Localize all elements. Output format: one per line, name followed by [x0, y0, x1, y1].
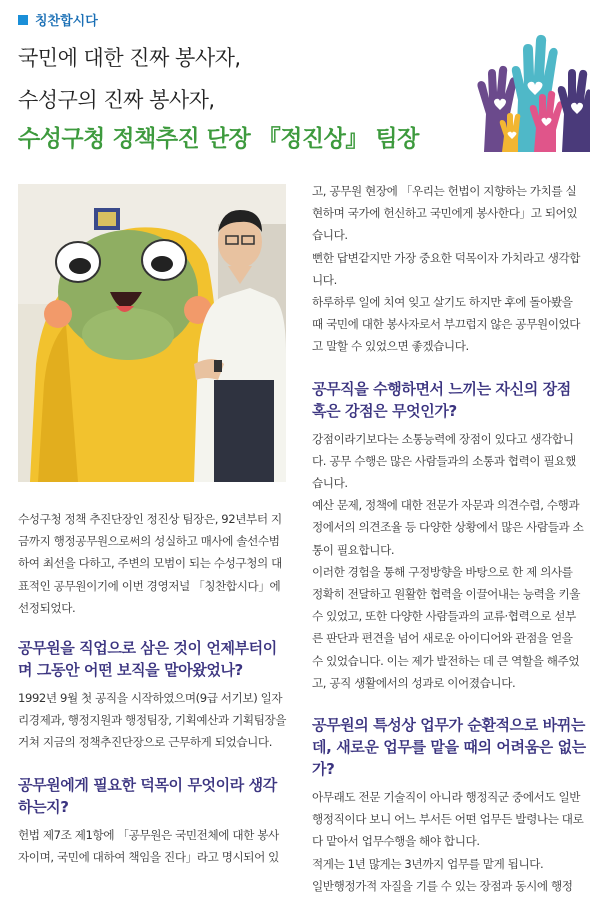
raised-hands-illustration	[472, 28, 590, 152]
question-virtue: 공무원에게 필요한 덕목이 무엇이라 생각하는지?	[18, 775, 277, 816]
section-tag	[18, 10, 98, 29]
answer-strength-p1: 강점이라기보다는 소통능력에 장점이 있다고 생각합니다. 공무 수행은 많은 사람들과의 소통과 협력이 필요했습니다.	[312, 431, 576, 491]
section-square-icon	[18, 15, 28, 25]
answer-strength-p3: 이러한 경험을 통해 구정방향을 바탕으로 한 제 의사를 정확히 전달하고 원활한 협력을 이끌어내는 능력을 키울 수 있었고, 또한 다양한 사람들과의 교류·협력으로 섣부른 판단과 편견을 넘어 새로운 아이디어와 관점을 얻을 수 있었습니다. 이는 제가 발전하는 데 큰 역할을 해주었고, 공직 생활에서의 성과로 이어졌습니다.	[312, 564, 581, 690]
intro-paragraph: 수성구청 정책 추진단장인 정진상 팀장은, 92년부터 지금까지 행정공무원으로써의 성실하고 매사에 솔선수범하여 최선을 다하고, 주변의 모범이 되는 수성구청의 대표적인 공무원이기에 이번 경영저널 「칭찬합시다」에 선정되었다.	[18, 512, 282, 615]
answer-rotation-p2: 적게는 1년 많게는 3년까지 업무를 맡게 됩니다.	[312, 856, 544, 871]
answer-virtue-p2: 뻔한 답변같지만 가장 중요한 덕목이자 가치라고 생각합니다.	[312, 250, 581, 287]
section-tag-label: 칭찬합시다	[35, 14, 98, 29]
title-line-2: 수성구의 진짜 봉사자,	[18, 88, 215, 112]
question-rotation: 공무원의 특성상 업무가 순환적으로 바뀌는데, 새로운 업무를 맡을 때의 어려움은 없는가?	[312, 716, 586, 779]
title-line-1: 국민에 대한 진짜 봉사자,	[18, 46, 241, 70]
answer-rotation-p1: 아무래도 전문 기술직이 아니라 행정직군 중에서도 일반행정직이다 보니 어느 부서든 어떤 업무든 발령나는 대로 다 맡아서 업무수행을 해야 합니다.	[312, 790, 584, 849]
answer-rotation-p3: 일반행정가적 자질을 기를 수 있는 장점과 동시에 행정	[312, 878, 573, 893]
question-strength: 공무직을 수행하면서 느끼는 자신의 장점 혹은 강점은 무엇인가?	[312, 379, 571, 420]
answer-virtue-continued: 고, 공무원 현장에 「우리는 헌법이 지향하는 가치를 실현하며 국가에 헌신하고 국민에게 봉사한다」고 되어있습니다.	[312, 184, 578, 243]
title-line-3: 수성구청 정책추진 단장 『정진상』 팀장	[18, 126, 419, 152]
question-career: 공무원을 직업으로 삼은 것이 언제부터이며 그동안 어떤 보직을 맡아왔었나?	[18, 639, 277, 680]
mascot-photo	[18, 184, 286, 482]
answer-career: 1992년 9월 첫 공직을 시작하였으며(9급 서기보) 일자리경제과, 행정지원과 행정팀장, 기획예산과 기획팀장을 거쳐 지금의 정책추진단장으로 근무하게 되었습니다.	[18, 691, 287, 750]
right-column	[312, 180, 586, 897]
left-column	[18, 508, 288, 868]
answer-strength-p2: 예산 문제, 정책에 대한 전문가 자문과 의견수렴, 수행과정에서의 의견조율 등 다양한 상황에서 많은 사람들과 소통이 필요합니다.	[312, 498, 584, 557]
answer-virtue-start: 헌법 제7조 제1항에 「공무원은 국민전체에 대한 봉사자이며, 국민에 대하여 책임을 진다」라고 명시되어 있	[18, 827, 279, 864]
answer-virtue-p3: 하루하루 일에 치여 잊고 살기도 하지만 후에 돌아봤을 때 국민에 대한 봉사자로서 부끄럽지 않은 공무원이었다고 말할 수 있었으면 좋겠습니다.	[312, 295, 581, 354]
